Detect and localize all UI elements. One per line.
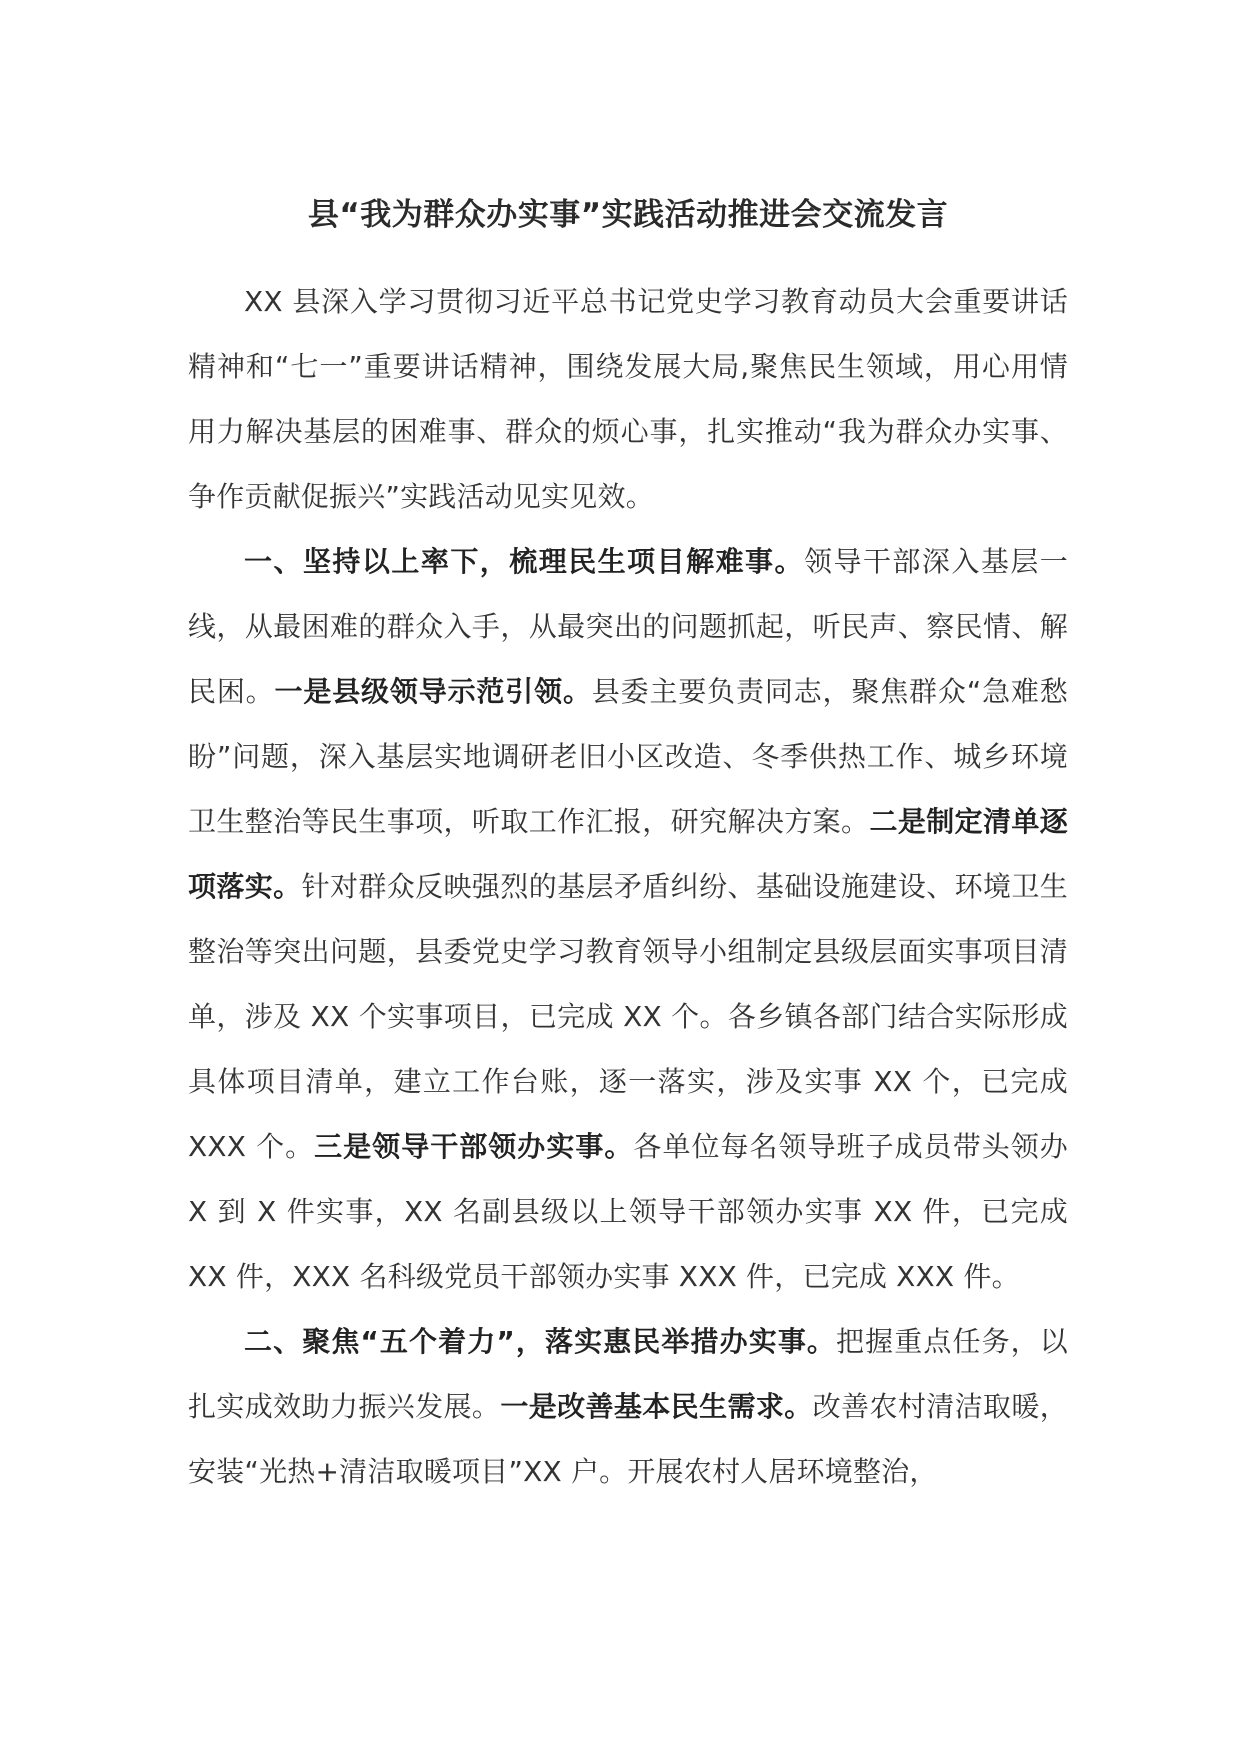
paragraph-text: 针对群众反映强烈的基层矛盾纠纷、基础设施建设、环境卫生整治等突出问题，县委党史学习教育领导小组制定县级层面实事项目清单，涉及 XX 个实事项目，已完成 XX 个。各乡镇各部门结合实际形成具体项目清单，建立工作台账，逐一落实，涉及实事 XX 个，已完成 XXX 个。 bbox=[188, 870, 1068, 1163]
paragraph-text: 领导干部深入基层一线，从最困难的群众入手，从最突出的问题抓起，听民声、察民情、解民困。 bbox=[188, 545, 1068, 708]
document-title: 县“我为群众办实事”实践活动推进会交流发言 bbox=[307, 197, 949, 233]
subpoint-heading: 一是改善基本民生需求。 bbox=[500, 1390, 813, 1423]
paragraph-text: 改善农村清洁取暖，安装“光热+清洁取暖项目”XX 户。开展农村人居环境整治， bbox=[188, 1390, 1068, 1488]
paragraph-section-two bbox=[188, 1309, 1068, 1504]
section-heading: 二、聚焦“五个着力”，落实惠民举措办实事。 bbox=[244, 1325, 837, 1358]
paragraph-section-one bbox=[188, 529, 1068, 1309]
paragraph-text: XX 县深入学习贯彻习近平总书记党史学习教育动员大会重要讲话精神和“七一”重要讲话精神，围绕发展大局,聚焦民生领域，用心用情用力解决基层的困难事、群众的烦心事，扎实推动“我为群众办实事、争作贡献促振兴”实践活动见实见效。 bbox=[188, 285, 1068, 513]
paragraph-text: 把握重点任务，以扎实成效助力振兴发展。 bbox=[188, 1325, 1068, 1423]
subpoint-heading: 一是县级领导示范引领。 bbox=[274, 675, 592, 708]
document-page bbox=[188, 195, 1068, 1504]
paragraph-intro bbox=[188, 269, 1068, 529]
paragraph-text: 县委主要负责同志，聚焦群众“急难愁盼”问题，深入基层实地调研老旧小区改造、冬季供热工作、城乡环境卫生整治等民生事项，听取工作汇报，研究解决方案。 bbox=[188, 675, 1068, 838]
section-heading: 一、坚持以上率下，梳理民生项目解难事。 bbox=[244, 545, 804, 578]
subpoint-heading: 二是制定清单逐项落实。 bbox=[188, 805, 1068, 903]
subpoint-heading: 三是领导干部领办实事。 bbox=[314, 1130, 634, 1163]
paragraph-text: 各单位每名领导班子成员带头领办 X 到 X 件实事，XX 名副县级以上领导干部领办实事 XX 件，已完成 XX 件，XXX 名科级党员干部领办实事 XXX 件，已完成 XXX 件。 bbox=[188, 1130, 1068, 1293]
